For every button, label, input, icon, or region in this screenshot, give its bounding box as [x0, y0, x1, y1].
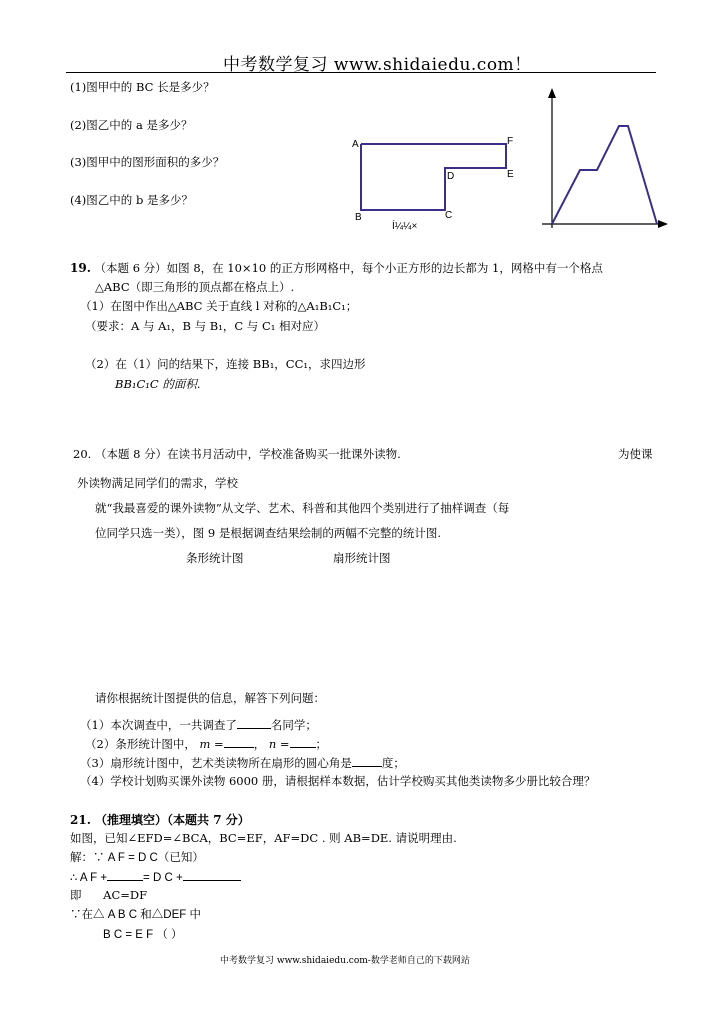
label-a: A — [352, 139, 359, 150]
q20-sub-2-end: ； — [315, 737, 328, 751]
q20-line-4: 位同学只选一类），图 9 是根据调查结果绘制的两幅不完整的统计图. — [95, 526, 442, 540]
graph-line — [552, 126, 657, 224]
page-footer: 中考数学复习 www.shidaiedu.com-数学老师自己的下载网站 — [220, 956, 470, 966]
q19-line-5: （2）在（1）问的结果下，连接 BB₁，CC₁，求四边形 — [85, 357, 366, 371]
q20-sub-3-text-a: （3）扇形统计图中，艺术类读物所在扇形的圆心角是 — [80, 756, 352, 770]
label-b: B — [355, 212, 362, 223]
q21-line-3-a: ∴ A F + — [70, 872, 108, 884]
answer-blank-angle[interactable] — [352, 754, 382, 767]
label-d: D — [447, 171, 455, 182]
q19-line-2: △ABC（即三角形的顶点都在格点上）. — [95, 280, 295, 294]
label-c: C — [445, 210, 453, 221]
q20-sub-2-text-a: （2）条形统计图中， — [85, 737, 196, 751]
q20-sub-2-n: n = — [268, 737, 290, 751]
q20-sub-2 — [85, 735, 327, 752]
q18-question-2: (2)图乙中的 a 是多少？ — [70, 118, 193, 132]
y-axis-arrow — [548, 88, 556, 98]
chart-2-title: 扇形统计图 — [333, 551, 391, 565]
q19-line-3: （1）在图中作出△ABC 关于直线 l 对称的△A₁B₁C₁； — [80, 299, 358, 313]
q20-sub-1-text-a: （1）本次调查中，一共调查了 — [80, 718, 237, 732]
q20-sub-1-text-b: 名同学； — [270, 718, 317, 732]
figure-jia-shape — [361, 144, 506, 210]
q20-sub-3 — [80, 754, 405, 771]
q20-sub-1 — [80, 716, 317, 733]
q21-line-1: 如图，已知∠EFD=∠BCA，BC=EF，AF=DC . 则 AB=DE. 请说明理由. — [70, 831, 457, 845]
q18-question-1: (1)图甲中的 BC 长是多少？ — [70, 80, 215, 94]
q20-line-1-tail: 为使课 — [618, 447, 653, 461]
q21-line-3-b: = D C + — [143, 872, 183, 884]
q20-sub-4: （4）学校计划购买课外读物 6000 册，请根据样本数据，估计学校购买其他类读物多少册比较合理？ — [80, 774, 596, 788]
q19-number: 19. — [70, 261, 91, 275]
q21-title: 21. （推理填空）（本题共 7 分） — [70, 813, 250, 827]
q21-line-4-a: 即 — [70, 888, 82, 902]
q20-sub-3-text-b: 度； — [381, 756, 405, 770]
figure-yi — [540, 86, 670, 236]
q21-line-5: ∵在△ A B C 和△DEF 中 — [70, 909, 201, 921]
q20-prompt: 请你根据统计图提供的信息，解答下列问题： — [95, 691, 325, 705]
x-axis-arrow — [658, 220, 668, 228]
q19-line-4: （要求：A 与 A₁，B 与 B₁，C 与 C₁ 相对应） — [85, 319, 326, 333]
page-header: 中考数学复习 www.shidaiedu.com！ — [223, 55, 532, 75]
q21-line-4-b: AC=DF — [103, 888, 148, 902]
answer-blank-af[interactable] — [107, 868, 143, 881]
q18-question-3: (3)图甲中的图形面积的多少？ — [70, 155, 225, 169]
q20-line-2: 外读物满足同学们的需求，学校 — [77, 476, 238, 490]
q21-line-3 — [70, 868, 241, 884]
q19-line-6: BB₁C₁C 的面积. — [115, 377, 201, 391]
q18-question-4: (4)图乙中的 b 是多少？ — [70, 193, 193, 207]
answer-blank-n[interactable] — [290, 735, 316, 748]
chart-1-title: 条形统计图 — [186, 551, 244, 565]
q19-line-1 — [70, 260, 603, 276]
answer-blank-total[interactable] — [237, 716, 271, 729]
label-f: F — [507, 136, 514, 147]
q21-line-6: B C = E F （ ） — [103, 929, 183, 941]
figure-jia-caption: Í¼¼× — [392, 221, 418, 232]
label-e: E — [507, 169, 514, 180]
answer-blank-dc[interactable] — [183, 868, 241, 881]
q19-text-1: （本题 6 分）如图 8，在 10×10 的正方形网格中，每个小正方形的边长都为 1，网格中有一个格点 — [94, 261, 603, 275]
q21-line-4 — [70, 887, 147, 903]
header-rule — [66, 72, 656, 73]
answer-blank-m[interactable] — [224, 735, 254, 748]
figure-jia — [350, 130, 525, 235]
q20-line-1: 20. （本题 8 分）在读书月活动中，学校准备购买一批课外读物. — [73, 447, 401, 461]
q20-sub-2-sep: ， — [253, 737, 266, 751]
q20-sub-2-m: m = — [199, 737, 224, 751]
q20-line-3: 就“我最喜爱的课外读物”从文学、艺术、科普和其他四个类别进行了抽样调查（每 — [95, 501, 510, 515]
q21-line-2: 解：∵ A F = D C（已知） — [70, 852, 204, 864]
